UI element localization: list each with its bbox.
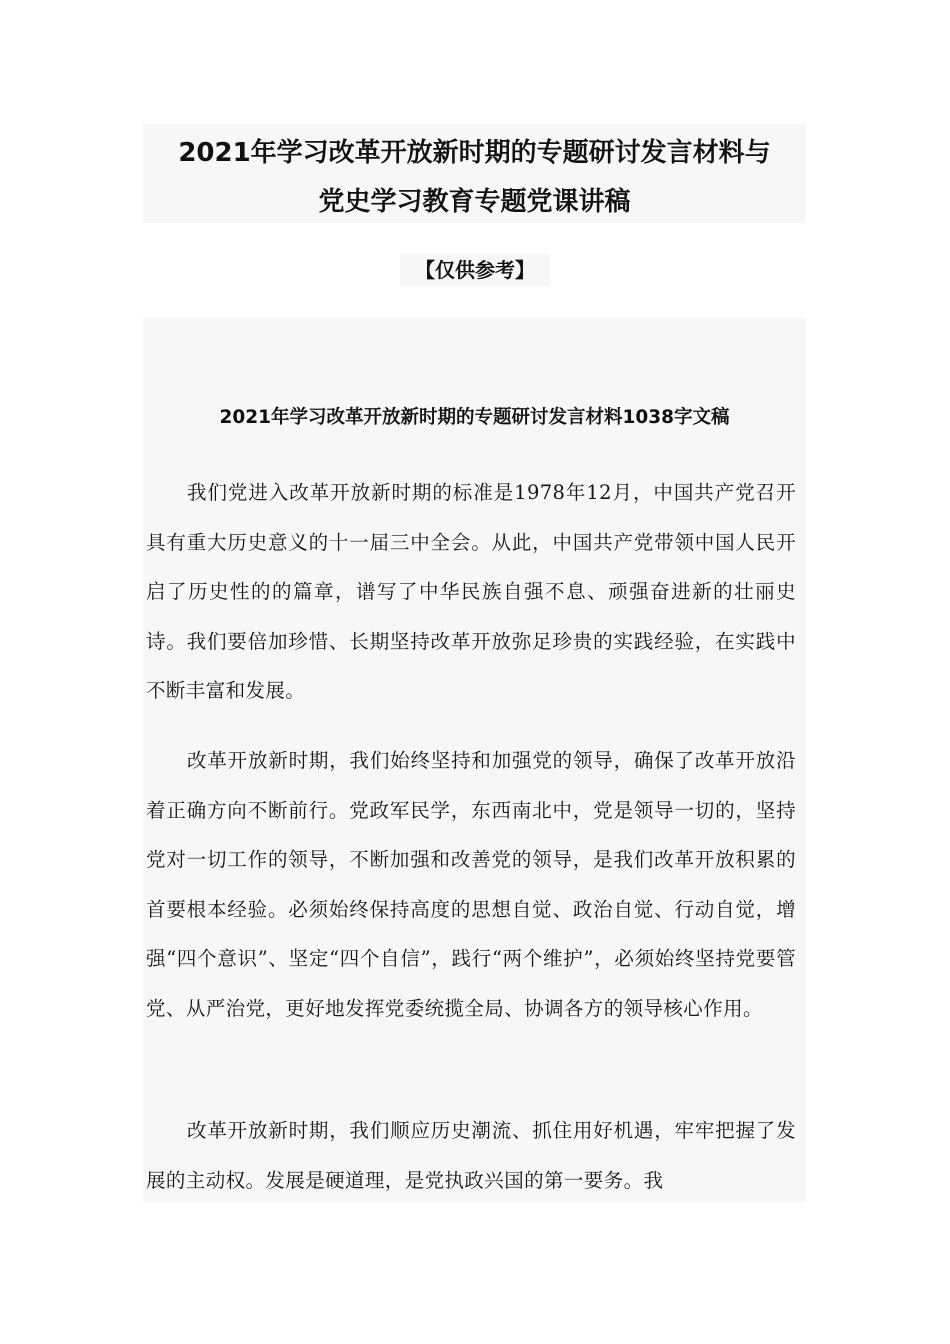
document-title-block	[143, 124, 806, 223]
section-heading: 2021年学习改革开放新时期的专题研讨发言材料1038字文稿	[219, 407, 730, 428]
document-title-line-2: 党史学习教育专题党课讲稿	[318, 187, 631, 217]
document-title-line-1: 2021年学习改革开放新时期的专题研讨发言材料与	[178, 138, 771, 168]
body-paragraph-3: 改革开放新时期，我们顺应历史潮流、抓住用好机遇，牢牢把握了发展的主动权。发展是硬道理，是党执政兴国的第一要务。我	[146, 1119, 796, 1192]
body-paragraph-2: 改革开放新时期，我们始终坚持和加强党的领导，确保了改革开放沿着正确方向不断前行。党政军民学，东西南北中，党是领导一切的，坚持党对一切工作的领导，不断加强和改善党的领导，是我们改革开放积累的首要根本经验。必须始终保持高度的思想自觉、政治自觉、行动自觉，增强“四个意识”、坚定“四个自信”，践行“两个维护”，必须始终坚持党要管党、从严治党，更好地发挥党委统揽全局、协调各方的领导核心作用。	[146, 749, 796, 1020]
document-body	[143, 318, 806, 1202]
reference-only-note: 【仅供参考】	[400, 254, 550, 286]
body-paragraph-1: 我们党进入改革开放新时期的标准是1978年12月，中国共产党召开具有重大历史意义的十一届三中全会。从此，中国共产党带领中国人民开启了历史性的的篇章，谱写了中华民族自强不息、顽强奋进新的壮丽史诗。我们要倍加珍惜、长期坚持改革开放弥足珍贵的实践经验，在实践中不断丰富和发展。	[146, 481, 796, 702]
